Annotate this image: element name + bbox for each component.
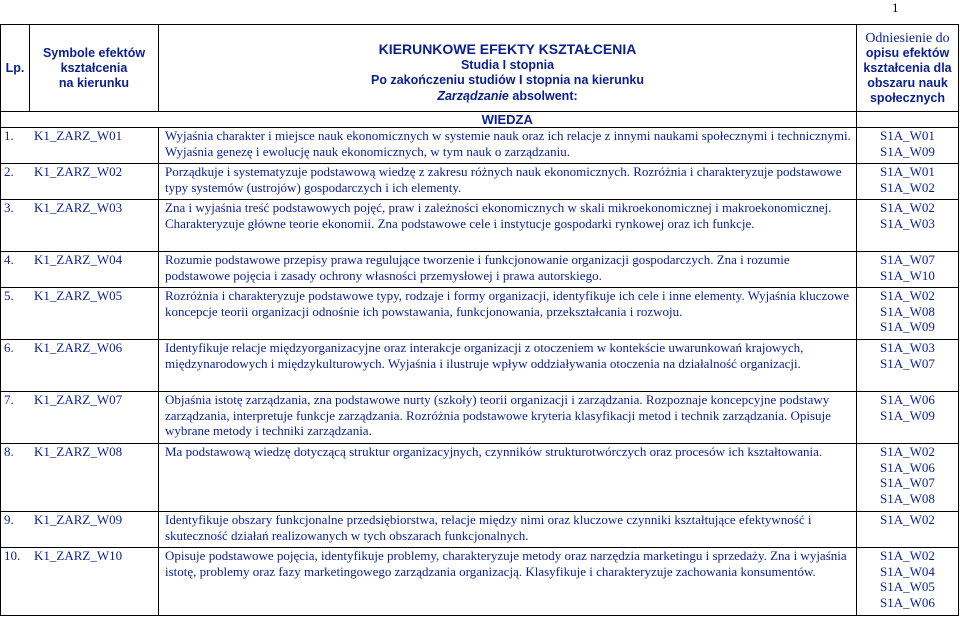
reference-code: S1A_W02 (880, 548, 935, 563)
table-header-row (1, 25, 959, 112)
table-row (1, 128, 959, 164)
section-title: WIEDZA (159, 112, 857, 128)
row-number: 2. (4, 164, 14, 179)
reference-code: S1A_W02 (880, 179, 935, 195)
row-references (857, 392, 959, 444)
reference-code: S1A_W06 (880, 594, 935, 610)
row-code: K1_ZARZ_W01 (34, 128, 123, 143)
row-references (857, 252, 959, 288)
reference-code: S1A_W07 (880, 252, 935, 267)
row-code-cell (1, 392, 159, 444)
row-description: Wyjaśnia charakter i miejsce nauk ekonomicznych w systemie nauk oraz ich relacje z innymi naukami społecznymi i technicznymi. Wyjaśnia genezę i ewolucję nauk ekonomicznych, w tym nauk o zarządzaniu. (159, 128, 857, 164)
reference-code: S1A_W09 (880, 143, 935, 159)
row-code: K1_ZARZ_W05 (34, 288, 123, 303)
table-row (1, 164, 959, 200)
reference-code: S1A_W03 (880, 340, 935, 355)
reference-code: S1A_W02 (880, 512, 935, 527)
reference-code: S1A_W09 (880, 407, 935, 423)
row-references (857, 288, 959, 340)
reference-code: S1A_W03 (880, 215, 935, 231)
row-number: 3. (4, 200, 14, 215)
row-number: 1. (4, 128, 14, 143)
row-description: Zna i wyjaśnia treść podstawowych pojęć, praw i zależności ekonomicznych w skali mikroekonomicznej i makroekonomicznej. Charakteryzuje główne teorie ekonomii. Zna podstawowe cele i instytucje gospodarki rynkowej oraz ich funkcje. (159, 200, 857, 252)
header-lp: Lp. (1, 25, 30, 112)
row-code-cell (1, 252, 159, 288)
table-row (1, 444, 959, 512)
page-number: 1 (892, 0, 899, 15)
row-references (857, 444, 959, 512)
row-code-cell (1, 200, 159, 252)
reference-code: S1A_W07 (880, 475, 935, 491)
row-description: Rozumie podstawowe przepisy prawa regulujące tworzenie i funkcjonowanie organizacji gospodarczych. Zna i rozumie podstawowe pojęcia i zasady ochrony własności przemysłowej i prawa autorskiego. (159, 252, 857, 288)
row-description: Opisuje podstawowe pojęcia, identyfikuje problemy, charakteryzuje metody oraz narzędzia marketingu i sprzedaży. Zna i wyjaśnia istotę, problemy oraz fazy marketingowego zarządzania organizacją. Klasyfikuje i charakteryzuje zachowania konsumentów. (159, 548, 857, 616)
reference-code: S1A_W08 (880, 490, 935, 506)
reference-code: S1A_W02 (880, 288, 935, 303)
row-code-cell (1, 128, 159, 164)
row-references (857, 548, 959, 616)
table-row (1, 548, 959, 616)
row-code: K1_ZARZ_W07 (34, 392, 123, 407)
row-code: K1_ZARZ_W08 (34, 444, 123, 459)
learning-outcomes-table (0, 24, 959, 616)
reference-code: S1A_W06 (880, 459, 935, 475)
row-code-cell (1, 548, 159, 616)
row-description: Porządkuje i systematyzuje podstawową wiedzę z zakresu różnych nauk ekonomicznych. Rozróżnia i charakteryzuje podstawowe typy systemów (ustrojów) gospodarczych i ich elementy. (159, 164, 857, 200)
row-description: Identyfikuje relacje międzyorganizacyjne oraz interakcje organizacji z otoczeniem w kontekście uwarunkowań krajowych, międzynarodowych i międzykulturowych. Wyjaśnia i ilustruje wpływ oddziaływania otoczenia na działalność organizacji. (159, 340, 857, 392)
row-code-cell (1, 512, 159, 548)
reference-code: S1A_W09 (880, 319, 935, 335)
row-code: K1_ZARZ_W04 (34, 252, 123, 267)
row-number: 10. (4, 548, 21, 563)
row-number: 9. (4, 512, 14, 527)
table-row (1, 252, 959, 288)
row-code: K1_ZARZ_W10 (34, 548, 123, 563)
header-symbol: Symbole efektów kształcenia na kierunku (30, 25, 159, 112)
row-code-cell (1, 444, 159, 512)
reference-code: S1A_W02 (880, 444, 935, 459)
row-references (857, 128, 959, 164)
row-references (857, 200, 959, 252)
table-row (1, 340, 959, 392)
reference-code: S1A_W07 (880, 355, 935, 371)
reference-code: S1A_W05 (880, 579, 935, 595)
row-references (857, 340, 959, 392)
row-number: 5. (4, 288, 14, 303)
reference-code: S1A_W06 (880, 392, 935, 407)
row-description: Rozróżnia i charakteryzuje podstawowe typy, rodzaje i formy organizacji, identyfikuje ich cele i inne elementy. Wyjaśnia kluczowe koncepcje teorii organizacji odnośnie ich powstawania, funkcjonowania, przekształcania i rozwoju. (159, 288, 857, 340)
header-reference: Odniesienie do opisu efektów kształcenia dla obszaru nauk społecznych (857, 25, 959, 112)
row-number: 8. (4, 444, 14, 459)
table-row (1, 288, 959, 340)
row-description: Objaśnia istotę zarządzania, zna podstawowe nurty (szkoły) teorii organizacji i zarządzania. Rozpoznaje koncepcyjne podstawy zarządzania, interpretuje funkcje zarządzania. Rozróżnia podstawowe kryteria klasyfikacji metod i technik zarządzania. Opisuje wybrane metody i techniki zarządzania. (159, 392, 857, 444)
reference-code: S1A_W01 (880, 128, 935, 143)
row-number: 4. (4, 252, 14, 267)
reference-code: S1A_W08 (880, 303, 935, 319)
row-code-cell (1, 340, 159, 392)
row-description: Identyfikuje obszary funkcjonalne przedsiębiorstwa, relacje między nimi oraz kluczowe czynniki kształtujące efektywność i skuteczność działań realizowanych w tych obszarach funkcjonalnych. (159, 512, 857, 548)
row-number: 7. (4, 392, 14, 407)
row-number: 6. (4, 340, 14, 355)
row-code: K1_ZARZ_W03 (34, 200, 123, 215)
row-code: K1_ZARZ_W02 (34, 164, 123, 179)
reference-code: S1A_W01 (880, 164, 935, 179)
row-description: Ma podstawową wiedzę dotyczącą struktur organizacyjnych, czynników strukturotwórczych oraz procesów ich kształtowania. (159, 444, 857, 512)
reference-code: S1A_W02 (880, 200, 935, 215)
table-row (1, 392, 959, 444)
row-code: K1_ZARZ_W09 (34, 512, 123, 527)
header-title: KIERUNKOWE EFEKTY KSZTAŁCENIA Studia I stopnia Po zakończeniu studiów I stopnia na kierunku Zarządzanie absolwent: (159, 25, 857, 112)
table-row (1, 512, 959, 548)
section-row (1, 112, 959, 128)
row-code: K1_ZARZ_W06 (34, 340, 123, 355)
reference-code: S1A_W04 (880, 563, 935, 579)
row-code-cell (1, 288, 159, 340)
row-references (857, 512, 959, 548)
row-code-cell (1, 164, 159, 200)
reference-code: S1A_W10 (880, 267, 935, 283)
table-row (1, 200, 959, 252)
row-references (857, 164, 959, 200)
